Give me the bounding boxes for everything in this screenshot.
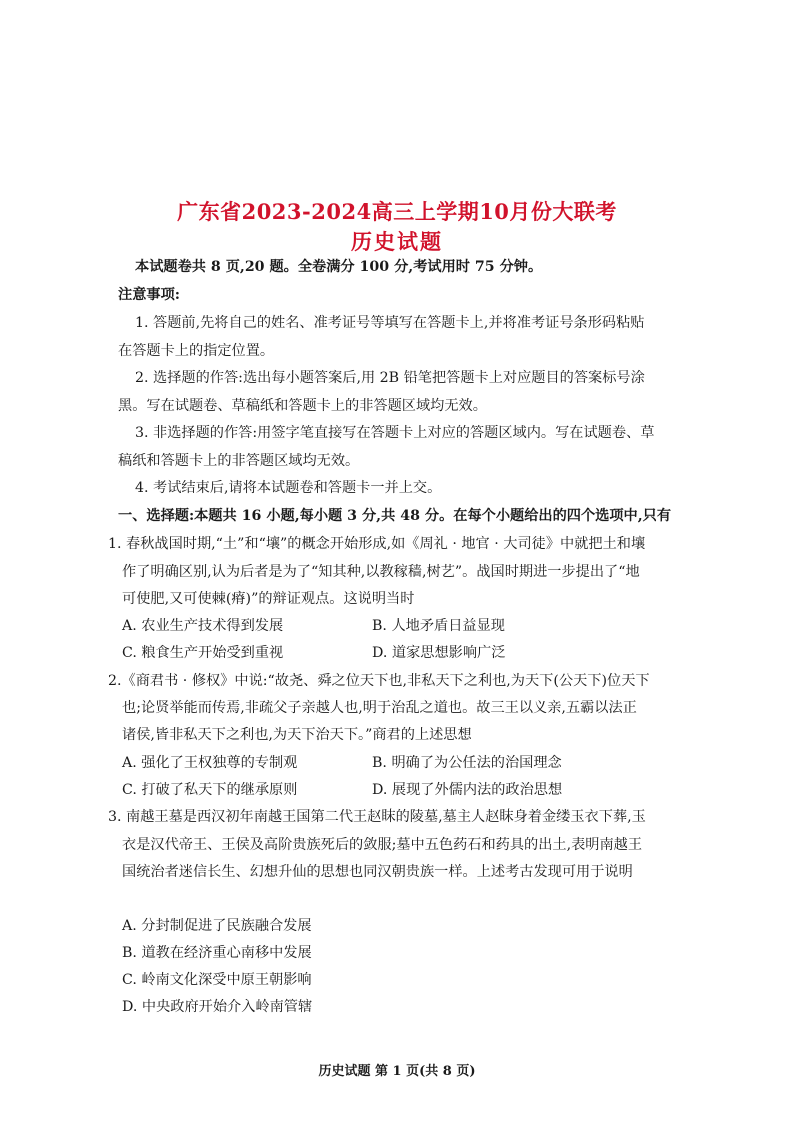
question-2-option-d: D. 展现了外儒内法的政治思想 [372,782,563,798]
question-1-option-b: B. 人地矛盾日益显现 [372,618,505,634]
question-1-option-c: C. 粮食生产开始受到重视 [122,645,284,661]
question-3-option-b: B. 道教在经济重心南移中发展 [122,945,312,961]
question-2-option-a: A. 强化了王权独尊的专制观 [122,755,298,771]
notice-item-3-line-2: 稿纸和答题卡上的非答题区域均无效。 [118,453,360,469]
notice-item-4: 4. 考试结束后,请将本试题卷和答题卡一并上交。 [135,480,442,496]
question-3-line-3: 国统治者迷信长生、幻想升仙的思想也同汉朝贵族一样。上述考古发现可用于说明 [122,864,633,880]
exam-subtitle: 历史试题 [351,229,443,254]
exam-meta: 本试题卷共 8 页,20 题。全卷满分 100 分,考试用时 75 分钟。 [135,259,543,275]
question-1-line-3: 可使肥,又可使棘(瘠)”的辩证观点。这说明当时 [122,591,415,607]
question-2-line-3: 诸侯,皆非私天下之利也,为天下治天下。”商君的上述思想 [122,727,472,743]
question-2-option-b: B. 明确了为公任法的治国理念 [372,755,562,771]
question-1-line-2: 作了明确区别,认为后者是为了“知其种,以教稼穑,树艺”。战国时期进一步提出了“地 [122,564,640,580]
question-2-line-1: 2.《商君书 · 修权》中说:“故尧、舜之位天下也,非私天下之利也,为天下(公天下)位天下 [108,673,650,689]
question-1-option-a: A. 农业生产技术得到发展 [122,618,284,634]
notice-item-1-line-1: 1. 答题前,先将自己的姓名、准考证号等填写在答题卡上,并将准考证号条形码粘贴 [135,315,645,331]
exam-title: 广东省2023-2024高三上学期10月份大联考 [177,199,617,224]
page-footer: 历史试题 第 1 页(共 8 页) [318,1064,476,1079]
question-3-option-d: D. 中央政府开始介入岭南管辖 [122,999,313,1015]
section-heading: 一、选择题:本题共 16 小题,每小题 3 分,共 48 分。在每个小题给出的四个选项中,只有 [118,508,672,524]
question-2-option-c: C. 打破了私天下的继承原则 [122,782,298,798]
question-1-option-d: D. 道家思想影响广泛 [372,645,506,661]
question-3-option-a: A. 分封制促进了民族融合发展 [122,918,312,934]
question-1-line-1: 1. 春秋战国时期,“土”和“壤”的概念开始形成,如《周礼 · 地官 · 大司徒》中就把土和壤 [108,536,646,552]
notice-heading: 注意事项: [118,287,180,303]
notice-item-2-line-2: 黑。写在试题卷、草稿纸和答题卡上的非答题区域均无效。 [118,398,487,414]
question-3-option-c: C. 岭南文化深受中原王朝影响 [122,972,312,988]
question-3-line-2: 衣是汉代帝王、王侯及高阶贵族死后的敛服;墓中五色药石和药具的出土,表明南越王 [122,837,643,853]
notice-item-3-line-1: 3. 非选择题的作答:用签字笔直接写在答题卡上对应的答题区域内。写在试题卷、草 [135,425,655,441]
question-3-line-1: 3. 南越王墓是西汉初年南越王国第二代王赵眜的陵墓,墓主人赵眜身着金缕玉衣下葬,玉 [108,809,646,825]
notice-item-1-line-2: 在答题卡上的指定位置。 [118,343,275,359]
notice-item-2-line-1: 2. 选择题的作答:选出每小题答案后,用 2B 铅笔把答题卡上对应题目的答案标号涂 [135,370,645,386]
question-2-line-2: 也;论贤举能而传焉,非疏父子亲越人也,明于治乱之道也。故三王以义亲,五霸以法正 [122,700,637,716]
